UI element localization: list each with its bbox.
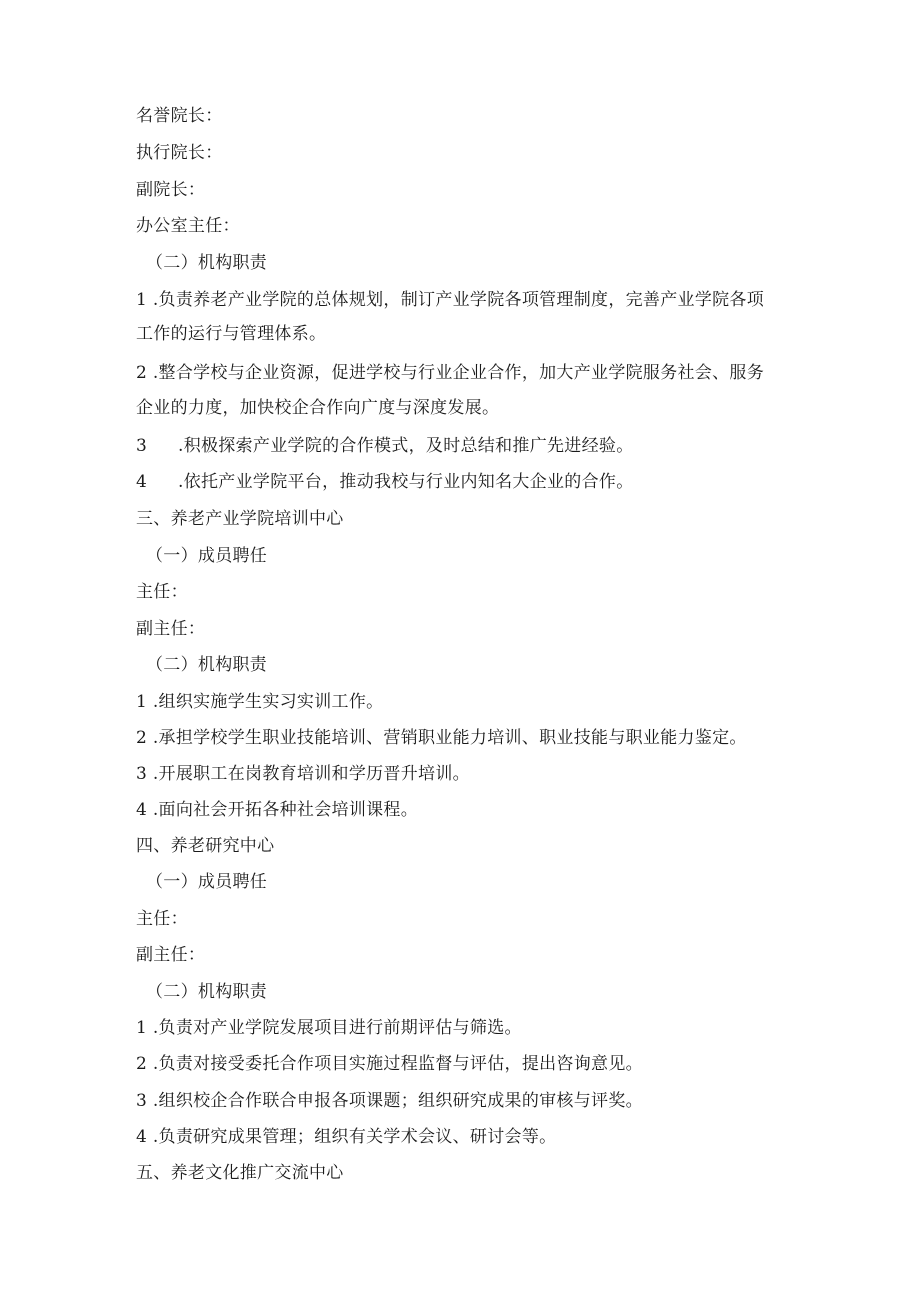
list-number: 4 [136, 472, 148, 492]
list-item: 3 .组织校企合作联合申报各项课题；组织研究成果的审核与评奖。 [136, 1091, 643, 1111]
text-line: 主任： [136, 582, 188, 602]
section-heading: 五、养老文化推广交流中心 [136, 1163, 344, 1183]
text-line: 执行院长： [136, 143, 223, 163]
section-subheading: （一）成员聘任 [146, 872, 268, 892]
list-item: 2 .承担学校学生职业技能培训、营销职业能力培训、职业技能与职业能力鉴定。 [136, 728, 747, 748]
text-line: 名誉院长： [136, 106, 223, 126]
list-number: 3 [136, 436, 148, 456]
list-item: 1 .负责养老产业学院的总体规划，制订产业学院各项管理制度，完善产业学院各项 [136, 290, 765, 310]
section-heading: 四、养老研究中心 [136, 836, 275, 856]
text-line: 副院长： [136, 180, 206, 200]
section-subheading: （一）成员聘任 [146, 546, 268, 566]
section-heading: 三、养老产业学院培训中心 [136, 509, 344, 529]
list-item: 2 .负责对接受委托合作项目实施过程监督与评估，提出咨询意见。 [136, 1054, 643, 1074]
text-line: 企业的力度，加快校企合作向广度与深度发展。 [136, 398, 500, 418]
text-line: 主任： [136, 909, 188, 929]
text-line: 办公室主任： [136, 216, 240, 236]
list-item: .积极探索产业学院的合作模式，及时总结和推广先进经验。 [178, 436, 634, 456]
list-item: 3 .开展职工在岗教育培训和学历晋升培训。 [136, 764, 470, 784]
list-item: 1 .负责对产业学院发展项目进行前期评估与筛选。 [136, 1018, 522, 1038]
text-line: 副主任： [136, 619, 206, 639]
section-subheading: （二）机构职责 [146, 253, 268, 273]
section-subheading: （二）机构职责 [146, 982, 268, 1002]
list-item: 2 .整合学校与企业资源，促进学校与行业企业合作，加大产业学院服务社会、服务 [136, 363, 765, 383]
text-line: 副主任： [136, 945, 206, 965]
list-item: 4 .面向社会开拓各种社会培训课程。 [136, 800, 419, 820]
text-line: 工作的运行与管理体系。 [136, 324, 327, 344]
list-item: 4 .负责研究成果管理；组织有关学术会议、研讨会等。 [136, 1127, 557, 1147]
list-item: .依托产业学院平台，推动我校与行业内知名大企业的合作。 [178, 472, 634, 492]
section-subheading: （二）机构职责 [146, 655, 268, 675]
list-item: 1 .组织实施学生实习实训工作。 [136, 692, 384, 712]
